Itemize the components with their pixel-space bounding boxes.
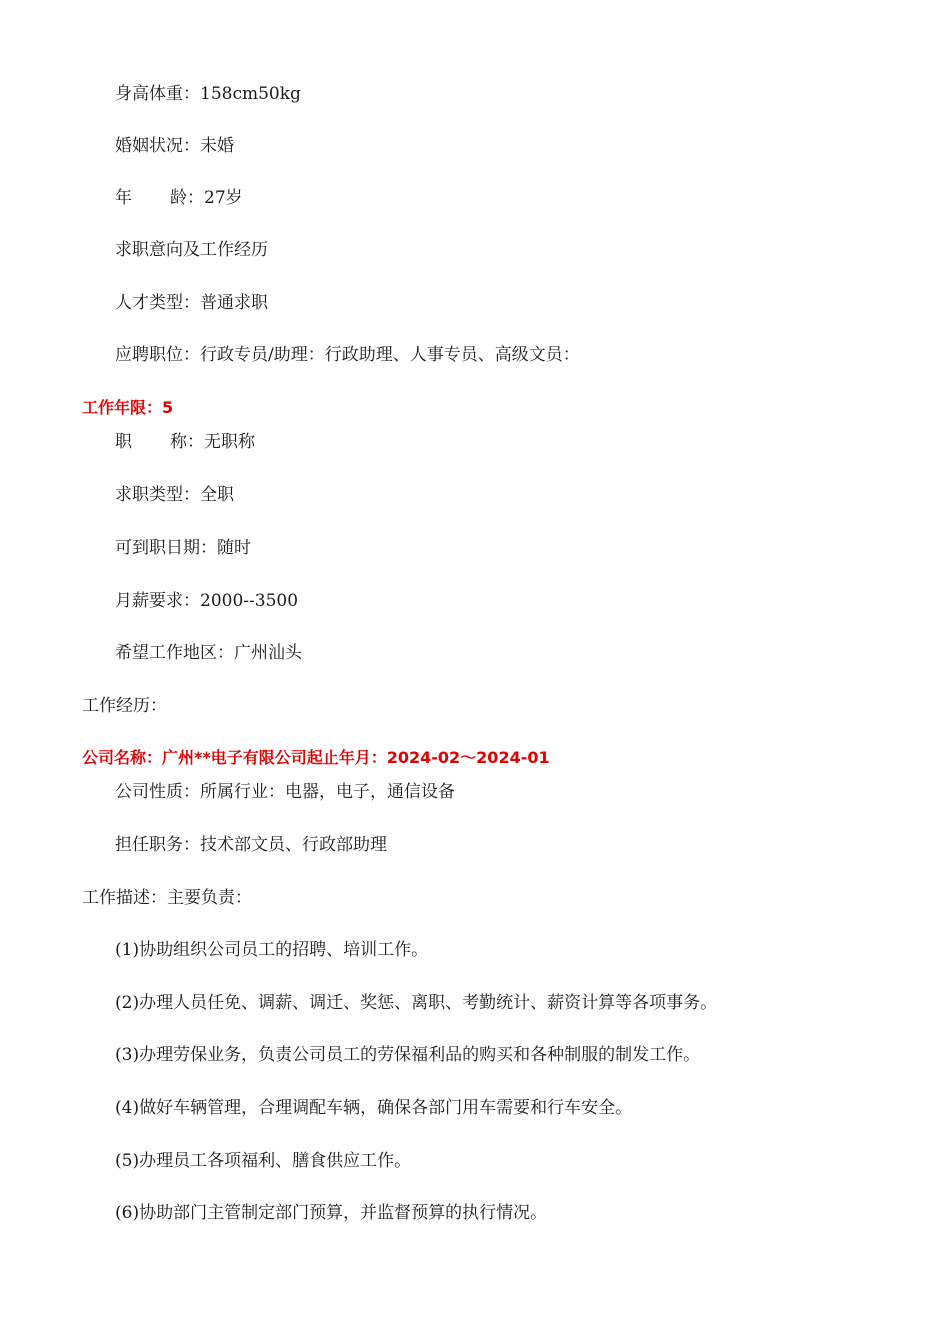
talent-type-value: 普通求职 bbox=[200, 293, 268, 313]
duty-item-text: (6)协助部门主管制定部门预算，并监督预算的执行情况。 bbox=[115, 1203, 548, 1223]
company-nature-line bbox=[115, 781, 455, 803]
work-years-line bbox=[82, 397, 173, 419]
duty-line bbox=[115, 834, 387, 856]
start-date-label: 可到职日期： bbox=[115, 538, 217, 558]
job-title-line bbox=[115, 431, 255, 453]
duty-item-text: (3)办理劳保业务，负责公司员工的劳保福利品的购买和各种制服的制发工作。 bbox=[115, 1045, 701, 1065]
location-label: 希望工作地区： bbox=[115, 643, 234, 663]
company-nature-label: 公司性质： bbox=[115, 782, 200, 802]
duty-item-5 bbox=[115, 1150, 411, 1172]
job-intent-heading-text: 求职意向及工作经历 bbox=[115, 240, 268, 260]
duty-item-3 bbox=[115, 1044, 700, 1066]
company-line bbox=[82, 747, 550, 769]
height-weight-value: 158cm50kg bbox=[200, 84, 301, 104]
work-years-text: 工作年限：5 bbox=[82, 398, 174, 417]
salary-line bbox=[115, 590, 298, 612]
company-text: 公司名称：广州**电子有限公司起止年月：2024-02～2024-01 bbox=[82, 748, 550, 767]
duty-item-text: (2)办理人员任免、调薪、调迁、奖惩、离职、考勤统计、薪资计算等各项事务。 bbox=[115, 993, 718, 1013]
work-description-line bbox=[82, 887, 252, 909]
company-nature-value: 所属行业：电器，电子，通信设备 bbox=[200, 782, 455, 802]
duty-item-6 bbox=[115, 1202, 547, 1224]
position-line bbox=[115, 344, 580, 366]
duty-item-text: (4)做好车辆管理，合理调配车辆，确保各部门用车需要和行车安全。 bbox=[115, 1098, 633, 1118]
start-date-line bbox=[115, 537, 251, 559]
height-weight-label: 身高体重： bbox=[115, 84, 200, 104]
age-label-2: 龄： bbox=[170, 188, 204, 208]
duty-item-text: (1)协助组织公司员工的招聘、培训工作。 bbox=[115, 940, 429, 960]
talent-type-label: 人才类型： bbox=[115, 293, 200, 313]
job-type-value: 全职 bbox=[200, 485, 234, 505]
marital-label: 婚姻状况： bbox=[115, 136, 200, 156]
job-title-label-2: 称： bbox=[170, 432, 204, 452]
job-type-line bbox=[115, 484, 234, 506]
experience-heading bbox=[82, 695, 167, 717]
age-line bbox=[115, 187, 243, 209]
job-title-value: 无职称 bbox=[204, 432, 255, 452]
duty-item-4 bbox=[115, 1097, 632, 1119]
duty-item-1 bbox=[115, 939, 428, 961]
work-description-value: 主要负责： bbox=[167, 888, 252, 908]
work-description-label: 工作描述： bbox=[82, 888, 167, 908]
duty-item-2 bbox=[115, 992, 717, 1014]
duty-value: 技术部文员、行政部助理 bbox=[200, 835, 387, 855]
start-date-value: 随时 bbox=[217, 538, 251, 558]
salary-label: 月薪要求： bbox=[115, 591, 200, 611]
talent-type-line bbox=[115, 292, 268, 314]
age-value: 27岁 bbox=[204, 188, 243, 208]
age-label-1: 年 bbox=[115, 188, 132, 208]
duty-label: 担任职务： bbox=[115, 835, 200, 855]
location-value: 广州汕头 bbox=[234, 643, 302, 663]
height-weight-line bbox=[115, 83, 301, 105]
location-line bbox=[115, 642, 302, 664]
job-title-label-1: 职 bbox=[115, 432, 132, 452]
job-type-label: 求职类型： bbox=[115, 485, 200, 505]
duty-item-text: (5)办理员工各项福利、膳食供应工作。 bbox=[115, 1151, 412, 1171]
salary-value: 2000--3500 bbox=[200, 591, 299, 611]
job-intent-heading bbox=[115, 239, 268, 261]
position-label: 应聘职位： bbox=[115, 345, 200, 365]
experience-heading-text: 工作经历： bbox=[82, 696, 167, 716]
marital-status-line bbox=[115, 135, 234, 157]
marital-value: 未婚 bbox=[200, 136, 234, 156]
position-value: 行政专员/助理：行政助理、人事专员、高级文员： bbox=[200, 345, 580, 365]
